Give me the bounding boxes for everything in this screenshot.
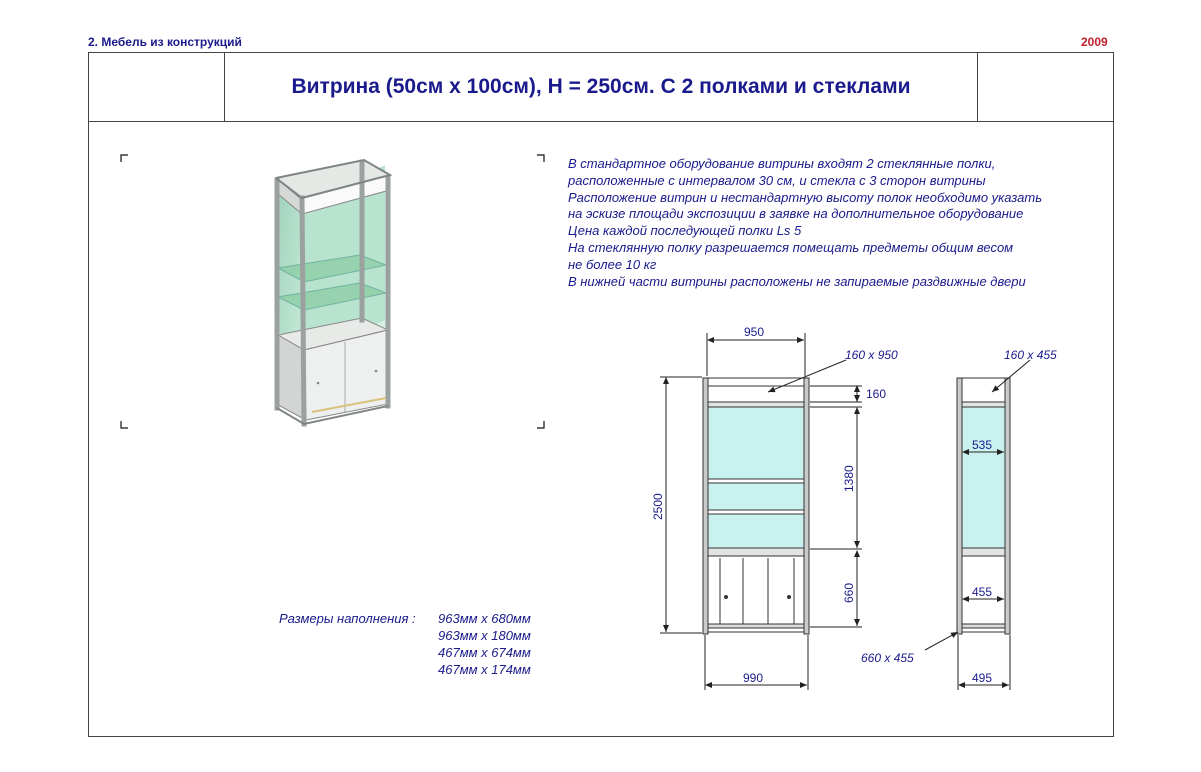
- dim-front-top-height: 160: [866, 387, 887, 401]
- dim-front-width-top: 950: [744, 325, 765, 339]
- fill-sizes-label: Размеры наполнения :: [279, 611, 416, 626]
- dim-front-width-bottom: 990: [743, 671, 764, 685]
- fill-size-item: 467мм x 674мм: [438, 645, 531, 660]
- description-line: на эскизе площади экспозиции в заявке на дополнительное оборудование: [568, 206, 1024, 222]
- description-line: не более 10 кг: [568, 256, 657, 272]
- dim-side-glass-width: 535: [972, 438, 993, 452]
- dim-side-width-bottom: 495: [972, 671, 993, 685]
- description-line: В нижней части витрины расположены не запираемые раздвижные двери: [568, 273, 1026, 289]
- section-header: 2. Мебель из конструкций: [88, 35, 242, 49]
- fill-size-item: 963мм x 680мм: [438, 611, 531, 626]
- dim-side-bottom-panel: 660 x 455: [861, 651, 914, 665]
- dim-front-bottom-height: 660: [842, 582, 856, 603]
- description-line: Цена каждой последующей полки Ls 5: [568, 223, 802, 239]
- page-title: Витрина (50см x 100см), H = 250см. С 2 полками и стеклами: [291, 75, 911, 98]
- description-line: расположенные с интервалом 30 см, и стекла с 3 сторон витрины: [568, 172, 986, 188]
- dim-front-glass-height: 1380: [842, 465, 856, 492]
- dim-front-panel: 160 x 950: [845, 348, 898, 362]
- front-view: [703, 378, 809, 634]
- description-line: В стандартное оборудование витрины входят 2 стеклянные полки,: [568, 156, 996, 171]
- dim-side-inner-width: 455: [972, 585, 993, 599]
- year-label: 2009: [1081, 35, 1108, 49]
- description-line: Расположение витрин и нестандартную высоту полок необходимо указать: [568, 189, 1043, 205]
- dim-side-panel: 160 x 455: [1004, 348, 1057, 362]
- fill-size-item: 467мм x 174мм: [438, 662, 531, 677]
- dim-front-total-height: 2500: [651, 493, 665, 520]
- description-line: На стеклянную полку разрешается помещать предметы общим весом: [568, 239, 1014, 255]
- fill-size-item: 963мм x 180мм: [438, 628, 531, 643]
